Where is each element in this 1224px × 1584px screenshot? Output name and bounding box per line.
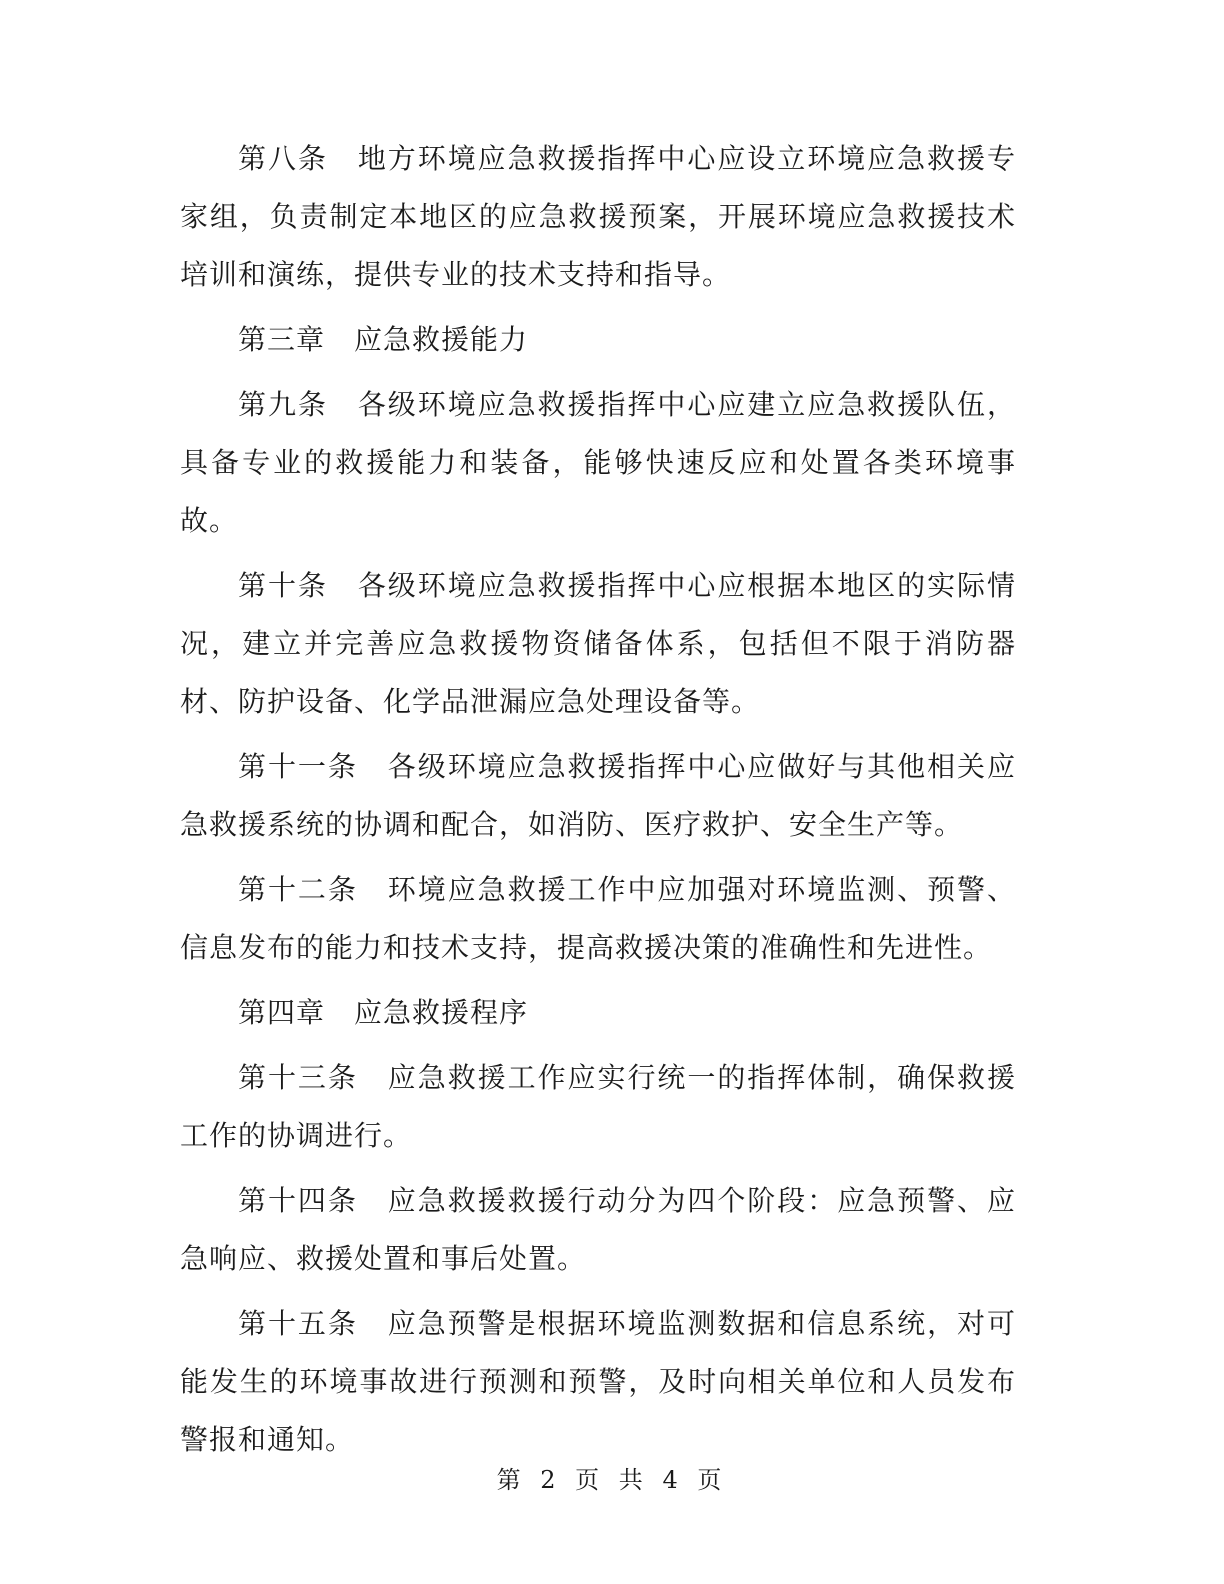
chapter-4-heading: 第四章 应急救援程序 <box>238 996 529 1029</box>
article-10: 第十条 各级环境应急救援指挥中心应根据本地区的实际情况，建立并完善应急救援物资储备体系，包括但不限于消防器材、防护设备、化学品泄漏应急处理设备等。 <box>180 569 1016 718</box>
article-9: 第九条 各级环境应急救援指挥中心应建立应急救援队伍，具备专业的救援能力和装备，能够快速反应和处置各类环境事故。 <box>180 388 1016 537</box>
article-13: 第十三条 应急救援工作应实行统一的指挥体制，确保救援工作的协调进行。 <box>180 1061 1016 1152</box>
article-15: 第十五条 应急预警是根据环境监测数据和信息系统，对可能发生的环境事故进行预测和预警，及时向相关单位和人员发布警报和通知。 <box>180 1307 1016 1456</box>
article-12: 第十二条 环境应急救援工作中应加强对环境监测、预警、信息发布的能力和技术支持，提高救援决策的准确性和先进性。 <box>180 873 1016 964</box>
article-11: 第十一条 各级环境应急救援指挥中心应做好与其他相关应急救援系统的协调和配合，如消防、医疗救护、安全生产等。 <box>180 750 1016 841</box>
page-number-footer: 第 2 页 共 4 页 <box>496 1466 728 1494</box>
article-8: 第八条 地方环境应急救援指挥中心应设立环境应急救援专家组，负责制定本地区的应急救援预案，开展环境应急救援技术培训和演练，提供专业的技术支持和指导。 <box>180 142 1016 291</box>
article-14: 第十四条 应急救援救援行动分为四个阶段：应急预警、应急响应、救援处置和事后处置。 <box>180 1184 1016 1275</box>
chapter-3-heading: 第三章 应急救援能力 <box>238 323 529 356</box>
document-body <box>180 130 1016 1476</box>
